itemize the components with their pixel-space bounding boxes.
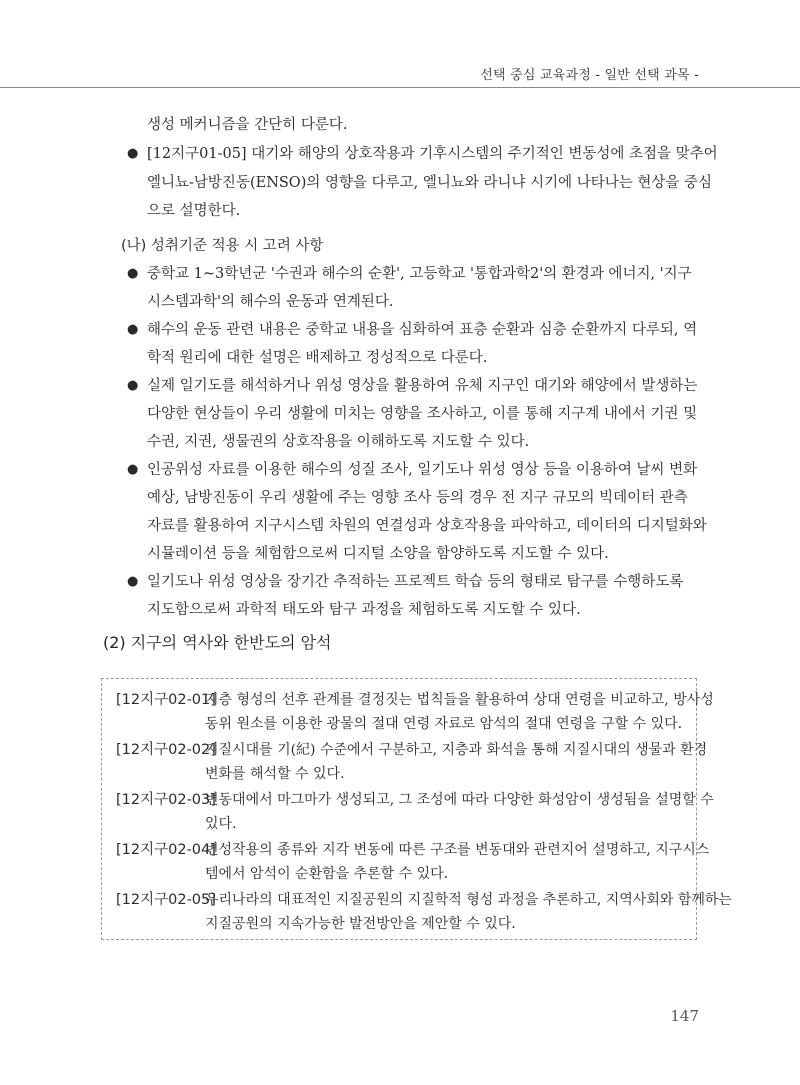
paragraph-line: 으로 설명한다.	[147, 203, 241, 219]
bullet-dot: ●	[127, 322, 139, 337]
standard-code: [12지구02-01]	[116, 692, 216, 708]
paragraph-line: 시뮬레이션 등을 체험함으로써 디지털 소양을 함양하도록 지도할 수 있다.	[147, 546, 609, 562]
standard-code: [12지구02-05]	[116, 892, 216, 908]
standard-text: 우리나라의 대표적인 지질공원의 지질학적 형성 과정을 추론하고, 지역사회와 함께하는	[205, 892, 732, 908]
standard-code: [12지구02-04]	[116, 842, 216, 858]
paragraph-line: 일기도나 위성 영상을 장기간 추적하는 프로젝트 학습 등의 형태로 탐구를 수행하도록	[147, 574, 684, 590]
standard-text: 지질공원의 지속가능한 발전방안을 제안할 수 있다.	[205, 916, 516, 932]
paragraph-line: [12지구01-05] 대기와 해양의 상호작용과 기후시스템의 주기적인 변동성에 초점을 맞추어	[147, 146, 718, 162]
paragraph-line: 인공위성 자료를 이용한 해수의 성질 조사, 일기도나 위성 영상 등을 이용하여 날씨 변화	[147, 462, 698, 478]
standard-text: 지질시대를 기(紀) 수준에서 구분하고, 지층과 화석을 통해 지질시대의 생물과 환경	[205, 742, 708, 758]
subsection-heading: (나) 성취기준 적용 시 고려 사항	[121, 238, 324, 254]
paragraph-line: 생성 메커니즘을 간단히 다룬다.	[147, 117, 348, 133]
section-heading: (2) 지구의 역사와 한반도의 암석	[103, 633, 332, 652]
standard-text: 변동대에서 마그마가 생성되고, 그 조성에 따라 다양한 화성암이 생성됨을 설명할 수	[205, 792, 714, 808]
paragraph-line: 중학교 1~3학년군 '수권과 해수의 순환', 고등학교 '통합과학2'의 환경과 에너지, '지구	[147, 266, 692, 282]
paragraph-line: 엘니뇨-남방진동(ENSO)의 영향을 다루고, 엘니뇨와 라니냐 시기에 나타나는 현상을 중심	[147, 175, 713, 191]
paragraph-line: 학적 원리에 대한 설명은 배제하고 정성적으로 다룬다.	[147, 350, 488, 366]
bullet-dot: ●	[127, 266, 139, 281]
standard-code: [12지구02-03]	[116, 792, 216, 808]
paragraph-line: 자료를 활용하여 지구시스템 차원의 연결성과 상호작용을 파악하고, 데이터의 디지털화와	[147, 518, 707, 534]
standard-text: 변화를 해석할 수 있다.	[205, 766, 345, 782]
standard-code: [12지구02-02]	[116, 742, 216, 758]
paragraph-line: 다양한 현상들이 우리 생활에 미치는 영향을 조사하고, 이를 통해 지구계 내에서 기권 및	[147, 406, 698, 422]
standard-text: 지층 형성의 선후 관계를 결정짓는 법칙들을 활용하여 상대 연령을 비교하고, 방사성	[205, 692, 714, 708]
paragraph-line: 예상, 남방진동이 우리 생활에 주는 영향 조사 등의 경우 전 지구 규모의 빅데이터 관측	[147, 490, 688, 506]
standard-text: 템에서 암석이 순환함을 추론할 수 있다.	[205, 866, 449, 882]
paragraph-line: 시스템과학'의 해수의 운동과 연계된다.	[147, 294, 394, 310]
paragraph-line: 해수의 운동 관련 내용은 중학교 내용을 심화하여 표층 순환과 심층 순환까지 다루되, 역	[147, 322, 698, 338]
standard-text: 동위 원소를 이용한 광물의 절대 연령 자료로 암석의 절대 연령을 구할 수 있다.	[205, 716, 683, 732]
paragraph-line: 지도함으로써 과학적 태도와 탐구 과정을 체험하도록 지도할 수 있다.	[147, 602, 581, 618]
running-title: 선택 중심 교육과정 - 일반 선택 과목 -	[480, 68, 699, 83]
bullet-dot: ●	[127, 574, 139, 589]
bullet-dot: ●	[127, 146, 139, 161]
paragraph-line: 수권, 지권, 생물권의 상호작용을 이해하도록 지도할 수 있다.	[147, 434, 530, 450]
standard-text: 있다.	[205, 816, 237, 832]
bullet-dot: ●	[127, 462, 139, 477]
bullet-dot: ●	[127, 378, 139, 393]
header-divider	[0, 87, 800, 88]
paragraph-line: 실제 일기도를 해석하거나 위성 영상을 활용하여 유체 지구인 대기와 해양에서 발생하는	[147, 378, 698, 394]
page-number: 147	[670, 1007, 699, 1025]
standard-text: 변성작용의 종류와 지각 변동에 따른 구조를 변동대와 관련지어 설명하고, 지구시스	[205, 842, 710, 858]
